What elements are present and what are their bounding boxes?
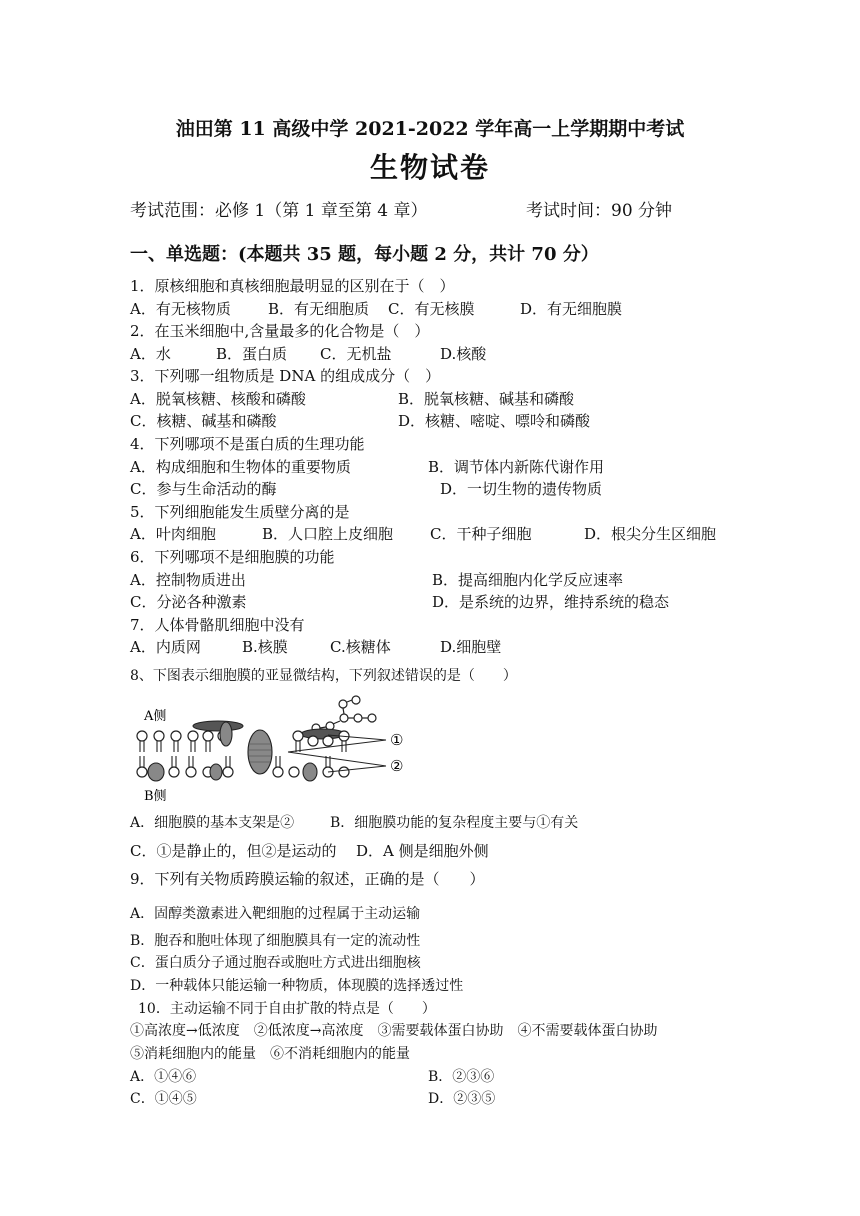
- q2-option-b: B．蛋白质: [216, 345, 288, 363]
- q10-stem: 10．主动运输不同于自由扩散的特点是（ ）: [138, 1001, 436, 1017]
- q6-option-c: C．分泌各种激素: [130, 593, 247, 611]
- q6-stem: 6．下列哪项不是细胞膜的功能: [130, 548, 335, 566]
- q8-option-a: A．细胞膜的基本支架是②: [130, 815, 295, 831]
- q10-statements-line2: ⑤消耗细胞内的能量 ⑥不消耗细胞内的能量: [130, 1046, 410, 1062]
- cell-membrane-figure: [128, 688, 428, 806]
- q5-option-a: A．叶肉细胞: [130, 525, 216, 543]
- q4-stem: 4．下列哪项不是蛋白质的生理功能: [130, 435, 365, 453]
- q9-option-c: C．蛋白质分子通过胞吞或胞吐方式进出细胞核: [130, 955, 421, 971]
- q5-option-b: B．人口腔上皮细胞: [262, 525, 394, 543]
- figure-side-a-label: A侧: [144, 709, 167, 724]
- q1-option-a: A．有无核物质: [130, 300, 231, 318]
- q9-option-d: D．一种载体只能运输一种物质，体现膜的选择透过性: [130, 978, 464, 994]
- q3-stem: 3．下列哪一组物质是 DNA 的组成成分（ ）: [130, 367, 441, 385]
- q7-stem: 7．人体骨骼肌细胞中没有: [130, 616, 305, 634]
- figure-label-1: ①: [390, 731, 404, 749]
- exam-title: 油田第 11 高级中学 2021-2022 学年高一上学期期中考试: [175, 118, 685, 140]
- q10-option-d: D．②③⑤: [428, 1091, 496, 1107]
- q4-option-b: B．调节体内新陈代谢作用: [428, 458, 605, 476]
- section-heading: 一、单选题：(本题共 35 题，每小题 2 分，共计 70 分）: [130, 244, 599, 265]
- exam-subject: 生物试卷: [369, 151, 490, 184]
- q4-option-d: D．一切生物的遗传物质: [440, 480, 603, 498]
- q2-option-c: C．无机盐: [320, 345, 392, 363]
- q2-stem: 2．在玉米细胞中,含量最多的化合物是（ ）: [130, 322, 430, 340]
- q2-option-a: A．水: [130, 345, 171, 363]
- q10-option-b: B．②③⑥: [428, 1069, 495, 1085]
- exam-time: 考试时间：90 分钟: [526, 201, 673, 221]
- q8-stem: 8、下图表示细胞膜的亚显微结构，下列叙述错误的是（ ）: [130, 668, 517, 684]
- q1-stem: 1．原核细胞和真核细胞最明显的区别在于（ ）: [130, 277, 455, 295]
- exam-scope: 考试范围：必修 1（第 1 章至第 4 章）: [130, 201, 428, 221]
- q1-option-b: B．有无细胞质: [268, 300, 370, 318]
- q3-option-d: D．核糖、嘧啶、嘌呤和磷酸: [398, 412, 591, 430]
- figure-side-b-label: B侧: [144, 789, 167, 804]
- q3-option-c: C．核糖、碱基和磷酸: [130, 412, 277, 430]
- q7-option-c: C.核糖体: [330, 638, 391, 656]
- q10-statements-line1: ①高浓度→低浓度 ②低浓度→高浓度 ③需要载体蛋白协助 ④不需要载体蛋白协助: [130, 1023, 658, 1039]
- q1-option-d: D．有无细胞膜: [520, 300, 623, 318]
- q9-option-a: A．固醇类激素进入靶细胞的过程属于主动运输: [130, 906, 421, 922]
- q10-option-a: A．①④⑥: [130, 1069, 197, 1085]
- q7-option-a: A．内质网: [130, 638, 201, 656]
- q8-option-b: B．细胞膜功能的复杂程度主要与①有关: [330, 815, 579, 831]
- q6-option-a: A．控制物质进出: [130, 571, 246, 589]
- q9-option-b: B．胞吞和胞吐体现了细胞膜具有一定的流动性: [130, 933, 421, 949]
- q7-option-d: D.细胞壁: [440, 638, 502, 656]
- q8-option-d: D．A 侧是细胞外侧: [356, 842, 489, 860]
- q1-option-c: C．有无核膜: [388, 300, 475, 318]
- q4-option-c: C．参与生命活动的酶: [130, 480, 277, 498]
- q6-option-b: B．提高细胞内化学反应速率: [432, 571, 624, 589]
- q4-option-a: A．构成细胞和生物体的重要物质: [130, 458, 351, 476]
- q9-stem: 9．下列有关物质跨膜运输的叙述，正确的是（ ）: [130, 870, 485, 888]
- q5-option-c: C．干种子细胞: [430, 525, 532, 543]
- q10-option-c: C．①④⑤: [130, 1091, 197, 1107]
- q3-option-a: A．脱氧核糖、核酸和磷酸: [130, 390, 306, 408]
- q2-option-d: D.核酸: [440, 345, 487, 363]
- q5-option-d: D．根尖分生区细胞: [584, 525, 717, 543]
- q6-option-d: D．是系统的边界，维持系统的稳态: [432, 593, 670, 611]
- figure-label-2: ②: [390, 757, 404, 775]
- q8-option-c: C．①是静止的，但②是运动的: [130, 842, 337, 860]
- q5-stem: 5．下列细胞能发生质壁分离的是: [130, 503, 350, 521]
- q3-option-b: B．脱氧核糖、碱基和磷酸: [398, 390, 575, 408]
- q7-option-b: B.核膜: [242, 638, 288, 656]
